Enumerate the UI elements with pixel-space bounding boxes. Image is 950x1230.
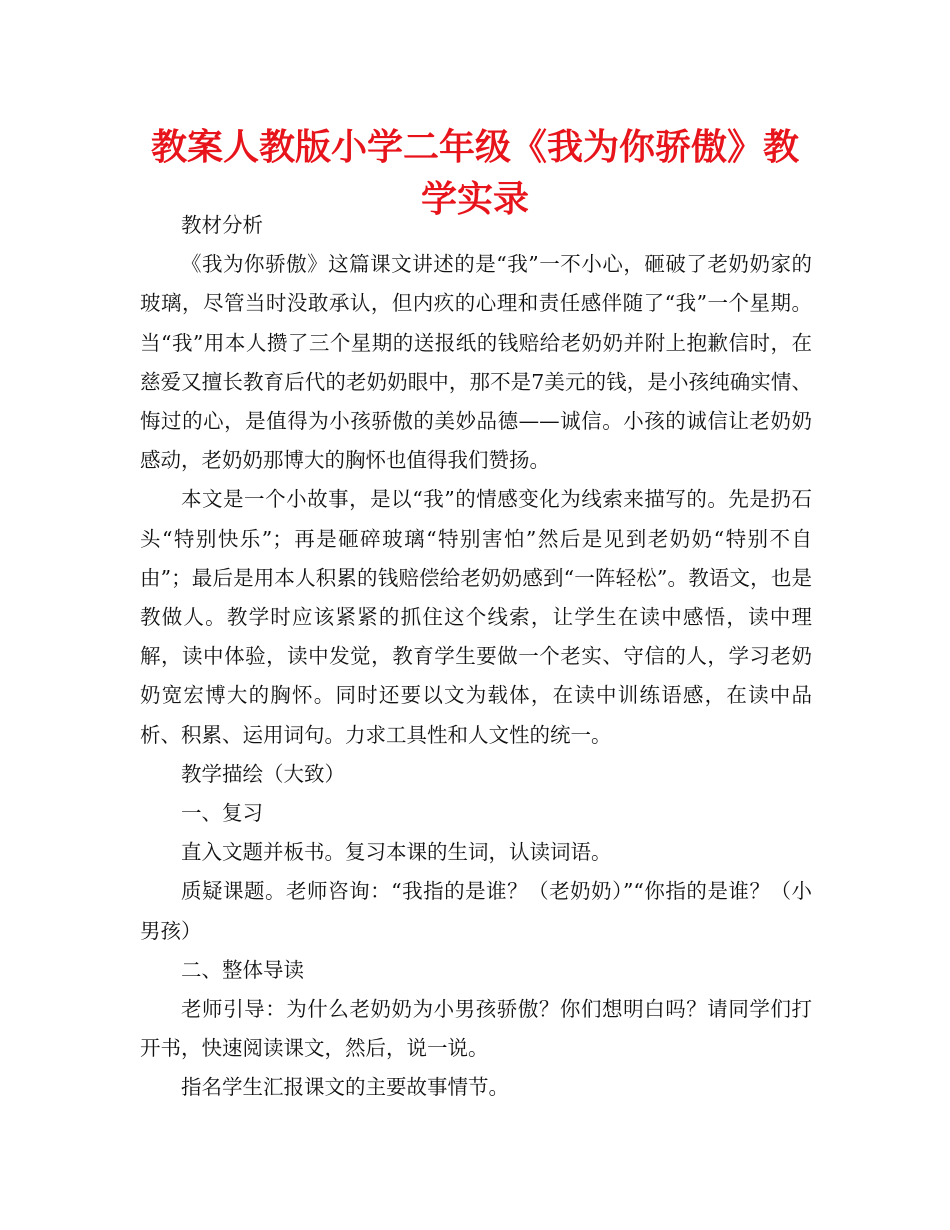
- section-heading-overall-reading: 二、整体导读: [181, 957, 304, 982]
- document-body: [140, 206, 812, 1108]
- section-heading-teaching-description: 教学描绘（大致）: [181, 761, 345, 786]
- section-heading-review: 一、复习: [181, 801, 263, 826]
- section-heading-material-analysis: 教材分析: [181, 213, 263, 237]
- paragraph-student-report: 指名学生汇报课文的主要故事情节。: [181, 1075, 509, 1100]
- document-title: 教案人教版小学二年级《我为你骄傲》教学实录: [150, 127, 799, 220]
- paragraph-teacher-guidance: 老师引导：为什么老奶奶为小男孩骄傲？你们想明白吗？请同学们打开书，快速阅读课文，然后，说一说。: [140, 997, 812, 1061]
- paragraph-question-title: 质疑课题。老师咨询：“我指的是谁？（老奶奶）”“你指的是谁？（小男孩）: [140, 879, 812, 943]
- paragraph-review-intro: 直入文题并板书。复习本课的生词，认读词语。: [181, 840, 612, 865]
- paragraph-teaching-focus: 本文是一个小故事，是以“我”的情感变化为线索来描写的。先是扔石头“特别快乐”；再是砸碎玻璃“特别害怕”然后是见到老奶奶“特别不自由”；最后是用本人积累的钱赔偿给老奶奶感到“一阵轻松”。教语文，也是教做人。教学时应该紧紧的抓住这个线索，让学生在读中感悟，读中理解，读中体验，读中发觉，教育学生要做一个老实、守信的人，学习老奶奶宽宏博大的胸怀。同时还要以文为载体，在读中训练语感，在读中品析、积累、运用词句。力求工具性和人文性的统一。: [140, 487, 812, 747]
- paragraph-text-summary: 《我为你骄傲》这篇课文讲述的是“我”一不小心，砸破了老奶奶家的玻璃，尽管当时没敢承认，但内疚的心理和责任感伴随了“我”一个星期。当“我”用本人攒了三个星期的送报纸的钱赔给老奶奶并附上抱歉信时，在慈爱又擅长教育后代的老奶奶眼中，那不是7美元的钱，是小孩纯确实情、悔过的心，是值得为小孩骄傲的美妙品德——诚信。小孩的诚信让老奶奶感动，老奶奶那博大的胸怀也值得我们赞扬。: [140, 252, 812, 473]
